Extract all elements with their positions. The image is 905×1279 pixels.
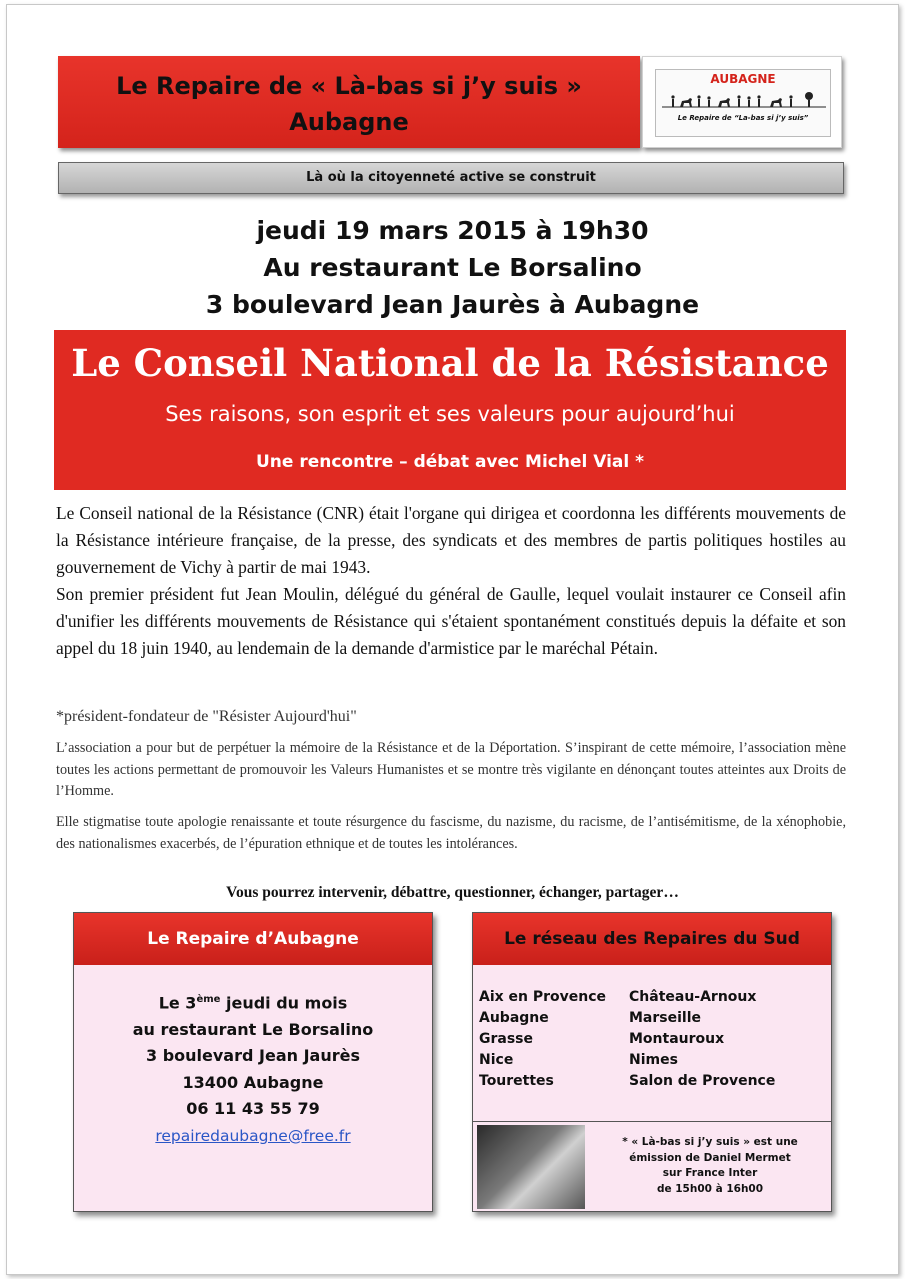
repaire-info: [74, 965, 432, 1149]
body-paragraph-2: Son premier président fut Jean Moulin, délégué du général de Gaulle, lequel voulait instaurer ce Conseil afin d'unifier les différents mouvements de Résistance qui s'étaient spontanément constitués depuis la défaite et son appel du 18 juin 1940, au lendemain de la demande d'armistice par le maréchal Pétain.: [56, 584, 846, 658]
logo-subtitle: Le Repaire de “La-bas si j’y suis”: [677, 114, 809, 122]
schedule-sup: ème: [196, 994, 221, 1005]
daniel-mermet-photo: [477, 1125, 585, 1209]
repaire-box-title: Le Repaire d’Aubagne: [74, 913, 432, 965]
header-title-line1: Le Repaire de « Là-bas si j’y suis »: [116, 72, 582, 100]
town-item: Château-Arnoux: [629, 989, 757, 1005]
town-item: Grasse: [479, 1031, 534, 1047]
town-item: Nimes: [629, 1052, 678, 1068]
radio-line: émission de Daniel Mermet: [629, 1151, 791, 1164]
header-title-line2: Aubagne: [289, 108, 409, 136]
radio-line: de 15h00 à 16h00: [656, 1182, 764, 1195]
body-paragraph-1: Le Conseil national de la Résistance (CNR) était l'organe qui dirigea et coordonna les différents mouvements de la Résistance intérieure française, de la presse, des syndicats et des membres de partis politiques hostiles au gouvernement de Vichy à partir de mai 1943.: [56, 503, 846, 577]
association-paragraph-2: Elle stigmatise toute apologie renaissante et toute résurgence du fascisme, du nazisme, du racisme, de l’antisémitisme, de la xénophobie, des nationalismes exacerbés, de l’épuration ethnique et de toutes les intolérances.: [56, 814, 846, 852]
repaire-schedule: [74, 987, 432, 1017]
email-link[interactable]: repairedaubagne@free.fr: [155, 1126, 351, 1145]
radio-show-note: [597, 1135, 823, 1197]
title-block: [54, 330, 846, 490]
repaire-venue: au restaurant Le Borsalino: [132, 1019, 374, 1039]
town-item: Nice: [479, 1052, 514, 1068]
repaire-city: 13400 Aubagne: [182, 1072, 324, 1092]
town-item: Salon de Provence: [629, 1073, 776, 1089]
event-venue: Au restaurant Le Borsalino: [263, 253, 642, 282]
body-text: [56, 500, 846, 662]
divider: [473, 1121, 831, 1122]
town-item: Aubagne: [479, 1010, 549, 1026]
repaire-street: 3 boulevard Jean Jaurès: [146, 1046, 360, 1066]
association-paragraph-1: L’association a pour but de perpétuer la mémoire de la Résistance et de la Déportation. S’inspirant de cette mémoire, l’association mène toutes les actions permettant de promouvoir les Valeurs Humanistes et se montre très vigilante en dénonçant toutes atteintes aux Droits de l’Homme.: [56, 740, 846, 799]
network-box: [472, 912, 832, 1212]
event-address: 3 boulevard Jean Jaurès à Aubagne: [205, 290, 700, 319]
town-item: Montauroux: [629, 1031, 725, 1047]
logo: [642, 56, 842, 148]
footnote: *président-fondateur de "Résister Aujourd'hui": [56, 708, 357, 725]
header-banner: [58, 56, 640, 148]
network-box-title: Le réseau des Repaires du Sud: [473, 913, 831, 965]
town-item: Marseille: [629, 1010, 702, 1026]
schedule-suffix: jeudi du mois: [220, 993, 348, 1013]
town-column-1: [479, 987, 606, 1092]
main-title: Le Conseil National de la Résistance: [71, 341, 829, 385]
town-column-2: [629, 987, 775, 1092]
tagline-bar: Là où la citoyenneté active se construit: [58, 162, 844, 194]
logo-city: AUBAGNE: [710, 72, 776, 86]
sub-title: Ses raisons, son esprit et ses valeurs pour aujourd’hui: [165, 402, 735, 426]
radio-line: sur France Inter: [662, 1167, 758, 1179]
event-date: jeudi 19 mars 2015 à 19h30: [256, 216, 649, 245]
call-to-action: Vous pourrez intervenir, débattre, questionner, échanger, partager…: [226, 884, 679, 901]
town-item: Aix en Provence: [479, 989, 607, 1005]
meeting-line: Une rencontre – débat avec Michel Vial *: [255, 452, 645, 472]
logo-frame: [655, 69, 831, 137]
event-info: [0, 212, 905, 323]
caravan-silhouette-icon: [662, 90, 826, 110]
radio-line: * « Là-bas si j’y suis » est une: [622, 1136, 798, 1148]
repaire-box: [73, 912, 433, 1212]
town-item: Tourettes: [479, 1073, 554, 1089]
repaire-phone: 06 11 43 55 79: [186, 1099, 320, 1119]
schedule-prefix: Le 3: [158, 993, 197, 1013]
